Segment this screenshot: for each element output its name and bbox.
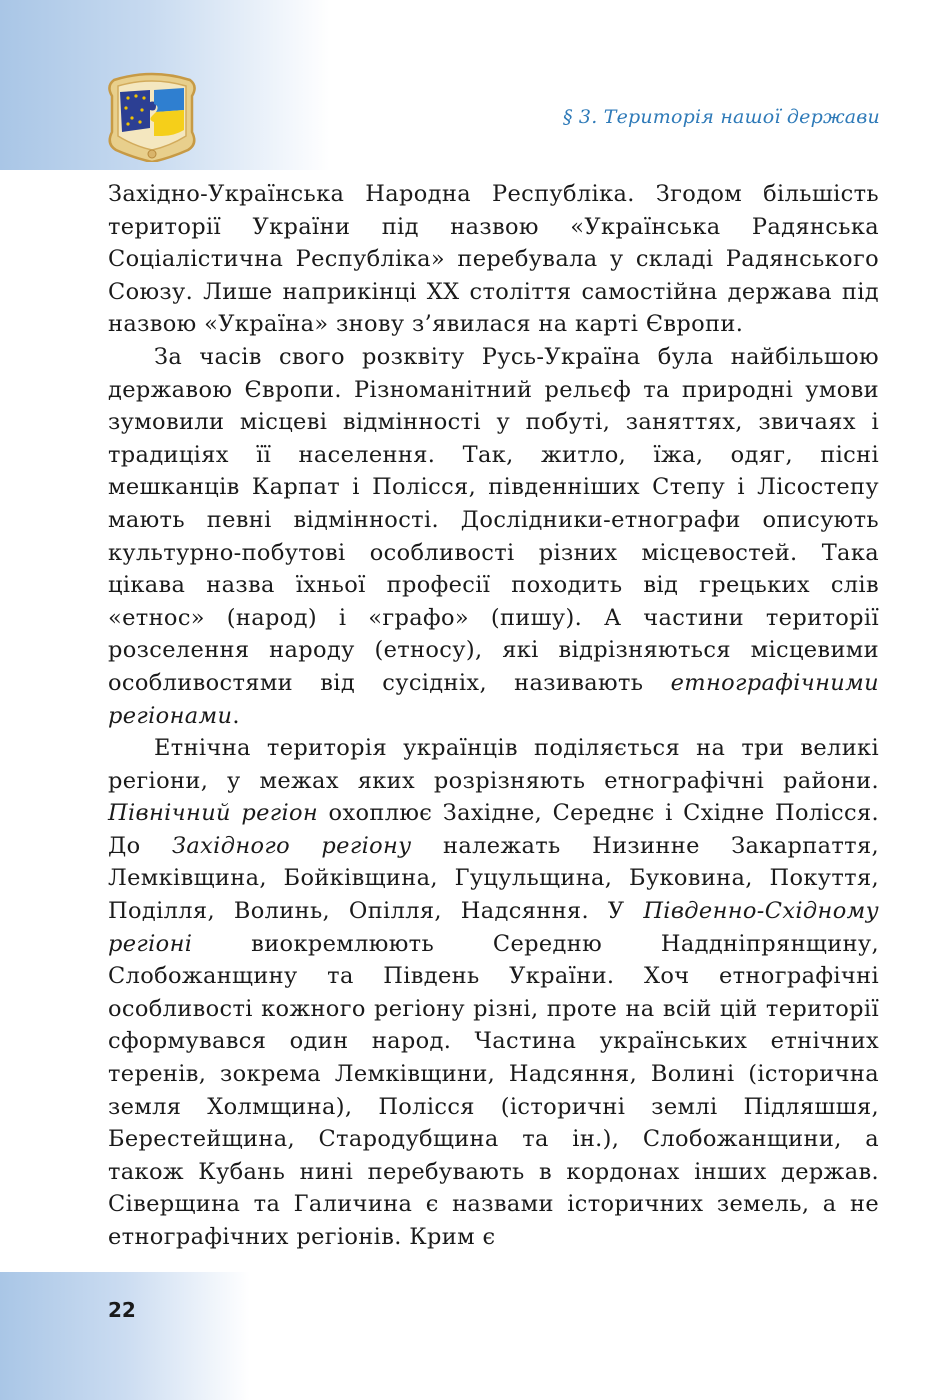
paragraph-1: Західно-Українська Народна Республіка. Згодом більшість території України під назвою «Українська Радянська Соціалістична Республіка» перебувала у складі Радянського Союзу. Лише наприкінці XX століття самостійна держава під назвою «Україна» знову з’явилася на карті Європи.	[108, 181, 879, 338]
paragraph-3-term-west: Західного регіону	[171, 832, 412, 859]
paragraph-3-term-southeast: Південно-Східному регіоні	[108, 898, 879, 957]
paragraph-3	[108, 732, 879, 1254]
running-head: § 3. Територія нашої держави	[562, 106, 880, 128]
body-text	[108, 178, 879, 1254]
footer-gradient-band	[0, 1272, 250, 1400]
paragraph-3-term-north: Північний регіон	[108, 800, 319, 827]
paragraph-2	[108, 341, 879, 732]
paragraph-3-text-d: виокремлюють Середню Наддніпрянщину, Слобожанщину та Південь України. Хоч етнографічні особливості кожного регіону різні, проте на всій цій території сформувався один народ. Частина українських етнічних теренів, зокрема Лемківщини, Надсяння, Волині (історична земля Холмщина), Полісся (історичні землі Підляшшя, Берестейщина, Стародубщина та ін.), Слобожанщини, а також Кубань нині перебувають в кордонах інших держав. Сіверщина та Галичина є назвами історичних земель, а не етнографічних регіонів. Крим є	[108, 930, 879, 1250]
paragraph-2-end: .	[232, 702, 240, 729]
paragraph-2-text: За часів свого розквіту Русь-Україна була найбільшою державою Європи. Різноманітний рельєф та природні умови зумовили місцеві відмінності у побуті, заняттях, звичаях і традиціях її населення. Так, житло, їжа, одяг, пісні мешканців Карпат і Полісся, південніших Степу і Лісостепу мають певні відмінності. Дослідники-етнографи описують культурно-побутові особливості різних місцевостей. Така цікава назва їхньої професії походить від грецьких слів «етнос» (народ) і «графо» (пишу). А частини території розселення народу (етносу), які відрізняються місцевими особливостями від сусідніх, називають	[108, 343, 879, 696]
paragraph-2-term: етнографічними регіонами	[108, 669, 879, 729]
paragraph-3-text-c: належать Низинне Закарпаття, Лемківщина, Бойківщина, Гуцульщина, Буковина, Покуття, Поділля, Волинь, Опілля, Надсяння. У	[108, 832, 879, 925]
paragraph-3-text-a: Етнічна територія українців поділяється на три великі регіони, у межах яких розрізняють етнографічні райони.	[108, 735, 879, 794]
paragraph-3-text-b: охоплює Західне, Середнє і Східне Полісся. До	[108, 800, 880, 859]
page-number: 22	[108, 1298, 136, 1322]
puzzle-map-emblem-icon	[104, 66, 200, 162]
